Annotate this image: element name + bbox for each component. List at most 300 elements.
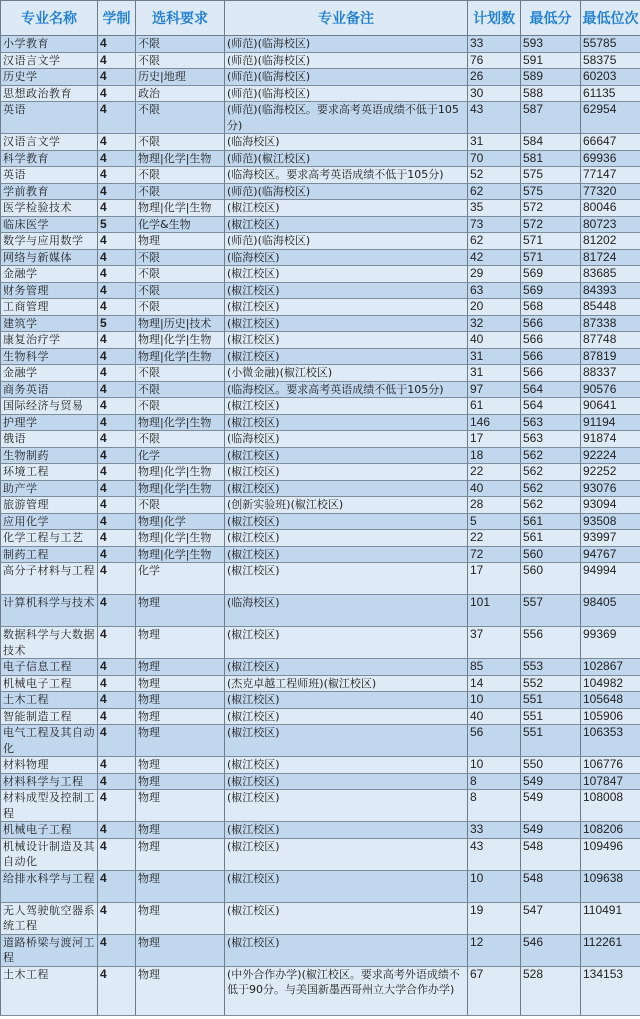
years-cell: 4 — [98, 480, 136, 497]
major-cell: 材料科学与工程 — [1, 773, 98, 790]
note-cell: (师范)(临海校区。要求高考英语成绩不低于105分) — [225, 102, 468, 134]
note-cell: (创新实验班)(椒江校区) — [225, 497, 468, 514]
note-cell: (椒江校区) — [225, 659, 468, 676]
note-cell: (椒江校区) — [225, 757, 468, 774]
table-row — [1, 266, 640, 283]
years-cell: 4 — [98, 431, 136, 448]
plan-cell: 26 — [468, 69, 521, 86]
major-cell: 计算机科学与技术 — [1, 595, 98, 627]
table-row — [1, 563, 640, 595]
subjects-cell: 物理|化学|生物 — [136, 464, 225, 481]
years-cell: 4 — [98, 85, 136, 102]
note-cell: (临海校区) — [225, 595, 468, 627]
min-score-cell: 549 — [521, 822, 581, 839]
plan-cell: 70 — [468, 150, 521, 167]
years-cell: 4 — [98, 36, 136, 53]
years-cell: 4 — [98, 659, 136, 676]
min-score-cell: 593 — [521, 36, 581, 53]
subjects-cell: 物理 — [136, 659, 225, 676]
major-cell: 金融学 — [1, 365, 98, 382]
min-rank-cell: 93997 — [581, 530, 640, 547]
min-rank-cell: 104982 — [581, 675, 640, 692]
min-rank-cell: 80723 — [581, 216, 640, 233]
min-score-cell: 563 — [521, 414, 581, 431]
table-row — [1, 595, 640, 627]
plan-cell: 40 — [468, 708, 521, 725]
major-cell: 高分子材料与工程 — [1, 563, 98, 595]
note-cell: (椒江校区) — [225, 315, 468, 332]
min-rank-cell: 102867 — [581, 659, 640, 676]
min-rank-cell: 108008 — [581, 790, 640, 822]
min-score-cell: 528 — [521, 966, 581, 1015]
min-rank-cell: 80046 — [581, 200, 640, 217]
subjects-cell: 不限 — [136, 431, 225, 448]
min-rank-cell: 109496 — [581, 838, 640, 870]
note-cell: (椒江校区) — [225, 282, 468, 299]
years-cell: 4 — [98, 398, 136, 415]
table-row — [1, 546, 640, 563]
subjects-cell: 化学&生物 — [136, 216, 225, 233]
major-cell: 科学教育 — [1, 150, 98, 167]
plan-cell: 12 — [468, 934, 521, 966]
min-rank-cell: 91874 — [581, 431, 640, 448]
table-row — [1, 52, 640, 69]
plan-cell: 18 — [468, 447, 521, 464]
major-cell: 电气工程及其自动化 — [1, 725, 98, 757]
subjects-cell: 物理 — [136, 966, 225, 1015]
major-cell: 机械设计制造及其自动化 — [1, 838, 98, 870]
table-row — [1, 102, 640, 134]
subjects-cell: 历史|地理 — [136, 69, 225, 86]
subjects-cell: 物理|化学|生物 — [136, 546, 225, 563]
major-cell: 土木工程 — [1, 966, 98, 1015]
years-cell: 4 — [98, 902, 136, 934]
plan-cell: 5 — [468, 513, 521, 530]
plan-cell: 35 — [468, 200, 521, 217]
subjects-cell: 物理|历史|技术 — [136, 315, 225, 332]
min-rank-cell: 99369 — [581, 627, 640, 659]
major-cell: 建筑学 — [1, 315, 98, 332]
years-cell: 4 — [98, 266, 136, 283]
subjects-cell: 不限 — [136, 497, 225, 514]
table-row — [1, 36, 640, 53]
table-row — [1, 934, 640, 966]
plan-cell: 37 — [468, 627, 521, 659]
plan-cell: 42 — [468, 249, 521, 266]
min-score-cell: 581 — [521, 150, 581, 167]
plan-cell: 76 — [468, 52, 521, 69]
major-cell: 生物科学 — [1, 348, 98, 365]
min-score-cell: 575 — [521, 167, 581, 184]
min-score-cell: 566 — [521, 348, 581, 365]
min-score-cell: 551 — [521, 692, 581, 709]
plan-cell: 63 — [468, 282, 521, 299]
years-cell: 4 — [98, 822, 136, 839]
plan-cell: 29 — [468, 266, 521, 283]
subjects-cell: 物理 — [136, 870, 225, 902]
note-cell: (师范)(临海校区) — [225, 233, 468, 250]
min-score-cell: 566 — [521, 315, 581, 332]
years-cell: 4 — [98, 150, 136, 167]
years-cell: 4 — [98, 692, 136, 709]
note-cell: (小微金融)(椒江校区) — [225, 365, 468, 382]
major-cell: 财务管理 — [1, 282, 98, 299]
table-row — [1, 85, 640, 102]
plan-cell: 56 — [468, 725, 521, 757]
subjects-cell: 不限 — [136, 365, 225, 382]
years-cell: 4 — [98, 563, 136, 595]
min-rank-cell: 87819 — [581, 348, 640, 365]
subjects-cell: 化学 — [136, 563, 225, 595]
note-cell: (师范)(临海校区) — [225, 52, 468, 69]
note-cell: (临海校区) — [225, 431, 468, 448]
min-rank-cell: 69936 — [581, 150, 640, 167]
note-cell: (椒江校区) — [225, 902, 468, 934]
min-rank-cell: 108206 — [581, 822, 640, 839]
plan-cell: 72 — [468, 546, 521, 563]
table-row — [1, 822, 640, 839]
major-cell: 材料成型及控制工程 — [1, 790, 98, 822]
note-cell: (椒江校区) — [225, 822, 468, 839]
years-cell: 4 — [98, 200, 136, 217]
years-cell: 4 — [98, 233, 136, 250]
table-row — [1, 431, 640, 448]
major-cell: 无人驾驶航空器系统工程 — [1, 902, 98, 934]
years-cell: 5 — [98, 216, 136, 233]
major-cell: 旅游管理 — [1, 497, 98, 514]
table-row — [1, 838, 640, 870]
years-cell: 4 — [98, 838, 136, 870]
table-row — [1, 315, 640, 332]
subjects-cell: 物理 — [136, 822, 225, 839]
plan-cell: 101 — [468, 595, 521, 627]
min-rank-cell: 88337 — [581, 365, 640, 382]
subjects-cell: 物理 — [136, 725, 225, 757]
subjects-cell: 物理 — [136, 838, 225, 870]
min-score-cell: 569 — [521, 266, 581, 283]
subjects-cell: 不限 — [136, 134, 225, 151]
subjects-cell: 物理|化学|生物 — [136, 414, 225, 431]
subjects-cell: 物理|化学|生物 — [136, 530, 225, 547]
plan-cell: 40 — [468, 480, 521, 497]
min-rank-cell: 77320 — [581, 183, 640, 200]
min-score-cell: 556 — [521, 627, 581, 659]
subjects-cell: 不限 — [136, 266, 225, 283]
subjects-cell: 不限 — [136, 183, 225, 200]
subjects-cell: 不限 — [136, 398, 225, 415]
table-row — [1, 134, 640, 151]
major-cell: 医学检验技术 — [1, 200, 98, 217]
years-cell: 4 — [98, 299, 136, 316]
major-cell: 应用化学 — [1, 513, 98, 530]
min-rank-cell: 81202 — [581, 233, 640, 250]
min-score-cell: 564 — [521, 398, 581, 415]
table-row — [1, 183, 640, 200]
major-cell: 思想政治教育 — [1, 85, 98, 102]
min-score-cell: 572 — [521, 200, 581, 217]
plan-cell: 73 — [468, 216, 521, 233]
years-cell: 4 — [98, 513, 136, 530]
table-body — [1, 36, 640, 1016]
subjects-cell: 不限 — [136, 167, 225, 184]
table-row — [1, 966, 640, 1015]
note-cell: (椒江校区) — [225, 299, 468, 316]
min-rank-cell: 106776 — [581, 757, 640, 774]
header-min-score: 最低分 — [521, 1, 581, 36]
min-score-cell: 562 — [521, 447, 581, 464]
note-cell: (椒江校区) — [225, 773, 468, 790]
plan-cell: 32 — [468, 315, 521, 332]
plan-cell: 10 — [468, 692, 521, 709]
major-cell: 临床医学 — [1, 216, 98, 233]
min-score-cell: 575 — [521, 183, 581, 200]
min-rank-cell: 77147 — [581, 167, 640, 184]
min-rank-cell: 58375 — [581, 52, 640, 69]
plan-cell: 67 — [468, 966, 521, 1015]
subjects-cell: 化学 — [136, 447, 225, 464]
years-cell: 4 — [98, 870, 136, 902]
plan-cell: 30 — [468, 85, 521, 102]
note-cell: (椒江校区) — [225, 790, 468, 822]
years-cell: 4 — [98, 365, 136, 382]
years-cell: 4 — [98, 627, 136, 659]
plan-cell: 61 — [468, 398, 521, 415]
years-cell: 4 — [98, 675, 136, 692]
min-score-cell: 587 — [521, 102, 581, 134]
plan-cell: 22 — [468, 530, 521, 547]
min-score-cell: 571 — [521, 233, 581, 250]
min-rank-cell: 87748 — [581, 332, 640, 349]
note-cell: (椒江校区) — [225, 480, 468, 497]
plan-cell: 40 — [468, 332, 521, 349]
plan-cell: 43 — [468, 102, 521, 134]
note-cell: (椒江校区) — [225, 546, 468, 563]
min-score-cell: 566 — [521, 365, 581, 382]
table-row — [1, 659, 640, 676]
subjects-cell: 物理 — [136, 757, 225, 774]
min-score-cell: 552 — [521, 675, 581, 692]
years-cell: 4 — [98, 381, 136, 398]
subjects-cell: 物理 — [136, 790, 225, 822]
years-cell: 4 — [98, 934, 136, 966]
table-row — [1, 414, 640, 431]
subjects-cell: 物理|化学|生物 — [136, 332, 225, 349]
min-score-cell: 589 — [521, 69, 581, 86]
min-rank-cell: 105906 — [581, 708, 640, 725]
subjects-cell: 物理 — [136, 233, 225, 250]
plan-cell: 31 — [468, 134, 521, 151]
min-score-cell: 553 — [521, 659, 581, 676]
years-cell: 4 — [98, 530, 136, 547]
header-min-rank: 最低位次 — [581, 1, 640, 36]
major-cell: 给排水科学与工程 — [1, 870, 98, 902]
min-score-cell: 562 — [521, 497, 581, 514]
subjects-cell: 不限 — [136, 282, 225, 299]
subjects-cell: 物理|化学|生物 — [136, 200, 225, 217]
note-cell: (杰克卓越工程师班)(椒江校区) — [225, 675, 468, 692]
min-score-cell: 557 — [521, 595, 581, 627]
min-rank-cell: 105648 — [581, 692, 640, 709]
table-row — [1, 464, 640, 481]
plan-cell: 28 — [468, 497, 521, 514]
major-cell: 机械电子工程 — [1, 675, 98, 692]
table-row — [1, 150, 640, 167]
major-cell: 智能制造工程 — [1, 708, 98, 725]
note-cell: (椒江校区) — [225, 464, 468, 481]
note-cell: (中外合作办学)(椒江校区。要求高考外语成绩不低于90分。与美国新墨西哥州立大学合作办学) — [225, 966, 468, 1015]
min-rank-cell: 93508 — [581, 513, 640, 530]
note-cell: (椒江校区) — [225, 398, 468, 415]
min-score-cell: 549 — [521, 773, 581, 790]
subjects-cell: 物理 — [136, 692, 225, 709]
years-cell: 4 — [98, 773, 136, 790]
min-score-cell: 566 — [521, 332, 581, 349]
note-cell: (椒江校区) — [225, 530, 468, 547]
major-cell: 数学与应用数学 — [1, 233, 98, 250]
table-row — [1, 332, 640, 349]
min-rank-cell: 106353 — [581, 725, 640, 757]
note-cell: (椒江校区) — [225, 708, 468, 725]
major-cell: 制药工程 — [1, 546, 98, 563]
major-cell: 小学教育 — [1, 36, 98, 53]
min-rank-cell: 66647 — [581, 134, 640, 151]
min-rank-cell: 61135 — [581, 85, 640, 102]
plan-cell: 62 — [468, 233, 521, 250]
years-cell: 4 — [98, 546, 136, 563]
plan-cell: 146 — [468, 414, 521, 431]
table-row — [1, 773, 640, 790]
min-score-cell: 549 — [521, 790, 581, 822]
plan-cell: 31 — [468, 365, 521, 382]
min-score-cell: 568 — [521, 299, 581, 316]
plan-cell: 85 — [468, 659, 521, 676]
min-score-cell: 561 — [521, 513, 581, 530]
major-cell: 历史学 — [1, 69, 98, 86]
table-row — [1, 381, 640, 398]
note-cell: (椒江校区) — [225, 216, 468, 233]
min-score-cell: 547 — [521, 902, 581, 934]
table-row — [1, 200, 640, 217]
table-row — [1, 870, 640, 902]
subjects-cell: 不限 — [136, 299, 225, 316]
min-score-cell: 571 — [521, 249, 581, 266]
table-row — [1, 725, 640, 757]
major-cell: 化学工程与工艺 — [1, 530, 98, 547]
plan-cell: 17 — [468, 563, 521, 595]
min-score-cell: 569 — [521, 282, 581, 299]
subjects-cell: 不限 — [136, 381, 225, 398]
note-cell: (椒江校区) — [225, 725, 468, 757]
subjects-cell: 物理|化学 — [136, 513, 225, 530]
table-row — [1, 233, 640, 250]
min-score-cell: 591 — [521, 52, 581, 69]
table-row — [1, 348, 640, 365]
note-cell: (椒江校区) — [225, 332, 468, 349]
major-cell: 汉语言文学 — [1, 134, 98, 151]
min-rank-cell: 84393 — [581, 282, 640, 299]
note-cell: (椒江校区) — [225, 692, 468, 709]
plan-cell: 8 — [468, 790, 521, 822]
major-cell: 汉语言文学 — [1, 52, 98, 69]
major-cell: 材料物理 — [1, 757, 98, 774]
plan-cell: 22 — [468, 464, 521, 481]
min-rank-cell: 62954 — [581, 102, 640, 134]
table-row — [1, 365, 640, 382]
header-years: 学制 — [98, 1, 136, 36]
years-cell: 4 — [98, 414, 136, 431]
major-cell: 环境工程 — [1, 464, 98, 481]
major-cell: 康复治疗学 — [1, 332, 98, 349]
major-cell: 网络与新媒体 — [1, 249, 98, 266]
table-row — [1, 216, 640, 233]
note-cell: (椒江校区) — [225, 414, 468, 431]
note-cell: (椒江校区) — [225, 870, 468, 902]
min-score-cell: 563 — [521, 431, 581, 448]
plan-cell: 19 — [468, 902, 521, 934]
header-subjects: 选科要求 — [136, 1, 225, 36]
plan-cell: 52 — [468, 167, 521, 184]
header-major: 专业名称 — [1, 1, 98, 36]
note-cell: (师范)(临海校区) — [225, 85, 468, 102]
plan-cell: 10 — [468, 757, 521, 774]
min-score-cell: 551 — [521, 725, 581, 757]
note-cell: (椒江校区) — [225, 838, 468, 870]
subjects-cell: 不限 — [136, 249, 225, 266]
subjects-cell: 物理|化学|生物 — [136, 480, 225, 497]
table-row — [1, 497, 640, 514]
major-cell: 数据科学与大数据技术 — [1, 627, 98, 659]
min-rank-cell: 109638 — [581, 870, 640, 902]
table-row — [1, 249, 640, 266]
min-rank-cell: 98405 — [581, 595, 640, 627]
table-row — [1, 675, 640, 692]
note-cell: (椒江校区) — [225, 627, 468, 659]
min-rank-cell: 81724 — [581, 249, 640, 266]
note-cell: (椒江校区) — [225, 348, 468, 365]
subjects-cell: 物理 — [136, 595, 225, 627]
table-row — [1, 299, 640, 316]
major-cell: 电子信息工程 — [1, 659, 98, 676]
min-rank-cell: 90641 — [581, 398, 640, 415]
years-cell: 4 — [98, 725, 136, 757]
min-rank-cell: 83685 — [581, 266, 640, 283]
subjects-cell: 物理 — [136, 675, 225, 692]
header-note: 专业备注 — [225, 1, 468, 36]
years-cell: 4 — [98, 757, 136, 774]
years-cell: 4 — [98, 249, 136, 266]
table-header-row — [1, 1, 640, 36]
plan-cell: 62 — [468, 183, 521, 200]
min-score-cell: 584 — [521, 134, 581, 151]
min-rank-cell: 94994 — [581, 563, 640, 595]
plan-cell: 8 — [468, 773, 521, 790]
min-score-cell: 546 — [521, 934, 581, 966]
subjects-cell: 物理 — [136, 902, 225, 934]
years-cell: 4 — [98, 497, 136, 514]
min-rank-cell: 92224 — [581, 447, 640, 464]
major-cell: 护理学 — [1, 414, 98, 431]
min-score-cell: 588 — [521, 85, 581, 102]
major-cell: 金融学 — [1, 266, 98, 283]
years-cell: 4 — [98, 183, 136, 200]
years-cell: 4 — [98, 595, 136, 627]
years-cell: 4 — [98, 332, 136, 349]
min-rank-cell: 94767 — [581, 546, 640, 563]
major-cell: 商务英语 — [1, 381, 98, 398]
years-cell: 4 — [98, 790, 136, 822]
subjects-cell: 不限 — [136, 52, 225, 69]
note-cell: (临海校区。要求高考英语成绩不低于105分) — [225, 381, 468, 398]
